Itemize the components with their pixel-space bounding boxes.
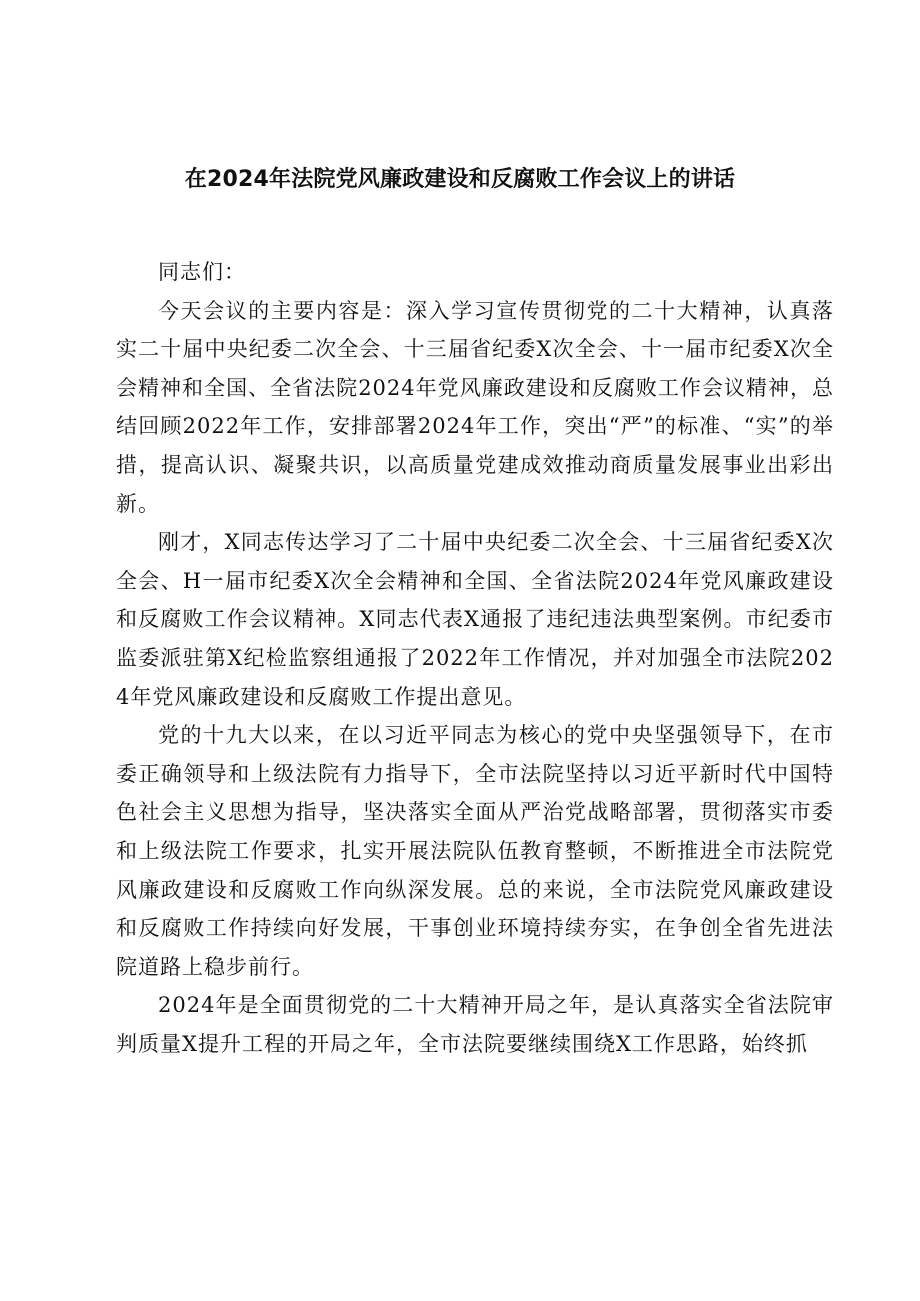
document-body bbox=[116, 253, 834, 1063]
body-paragraph: 2024年是全面贯彻党的二十大精神开局之年，是认真落实全省法院审判质量X提升工程的开局之年，全市法院要继续围绕X工作思路，始终抓 bbox=[116, 993, 834, 1056]
body-paragraph: 党的十九大以来，在以习近平同志为核心的党中央坚强领导下，在市委正确领导和上级法院有力指导下，全市法院坚持以习近平新时代中国特色社会主义思想为指导，坚决落实全面从严治党战略部署，贯彻落实市委和上级法院工作要求，扎实开展法院队伍教育整顿，不断推进全市法院党风廉政建设和反腐败工作向纵深发展。总的来说，全市法院党风廉政建设和反腐败工作持续向好发展，干事创业环境持续夯实，在争创全省先进法院道路上稳步前行。 bbox=[116, 723, 834, 979]
salutation-paragraph: 同志们： bbox=[158, 260, 246, 284]
body-paragraph: 今天会议的主要内容是：深入学习宣传贯彻党的二十大精神，认真落实二十届中央纪委二次全会、十三届省纪委X次全会、十一届市纪委X次全会精神和全国、全省法院2024年党风廉政建设和反腐败工作会议精神，总结回顾2022年工作，安排部署2024年工作，突出“严”的标准、“实”的举措，提高认识、凝聚共识，以高质量党建成效推动商质量发展事业出彩出新。 bbox=[116, 298, 834, 516]
document-title: 在2024年法院党风廉政建设和反腐败工作会议上的讲话 bbox=[184, 167, 736, 192]
body-paragraph: 刚才，X同志传达学习了二十届中央纪委二次全会、十三届省纪委X次全会、H一届市纪委X次全会精神和全国、全省法院2024年党风廉政建设和反腐败工作会议精神。X同志代表X通报了违纪违法典型案例。市纪委市监委派驻第X纪检监察组通报了2022年工作情况，并对加强全市法院2024年党风廉政建设和反腐败工作提出意见。 bbox=[116, 530, 834, 709]
